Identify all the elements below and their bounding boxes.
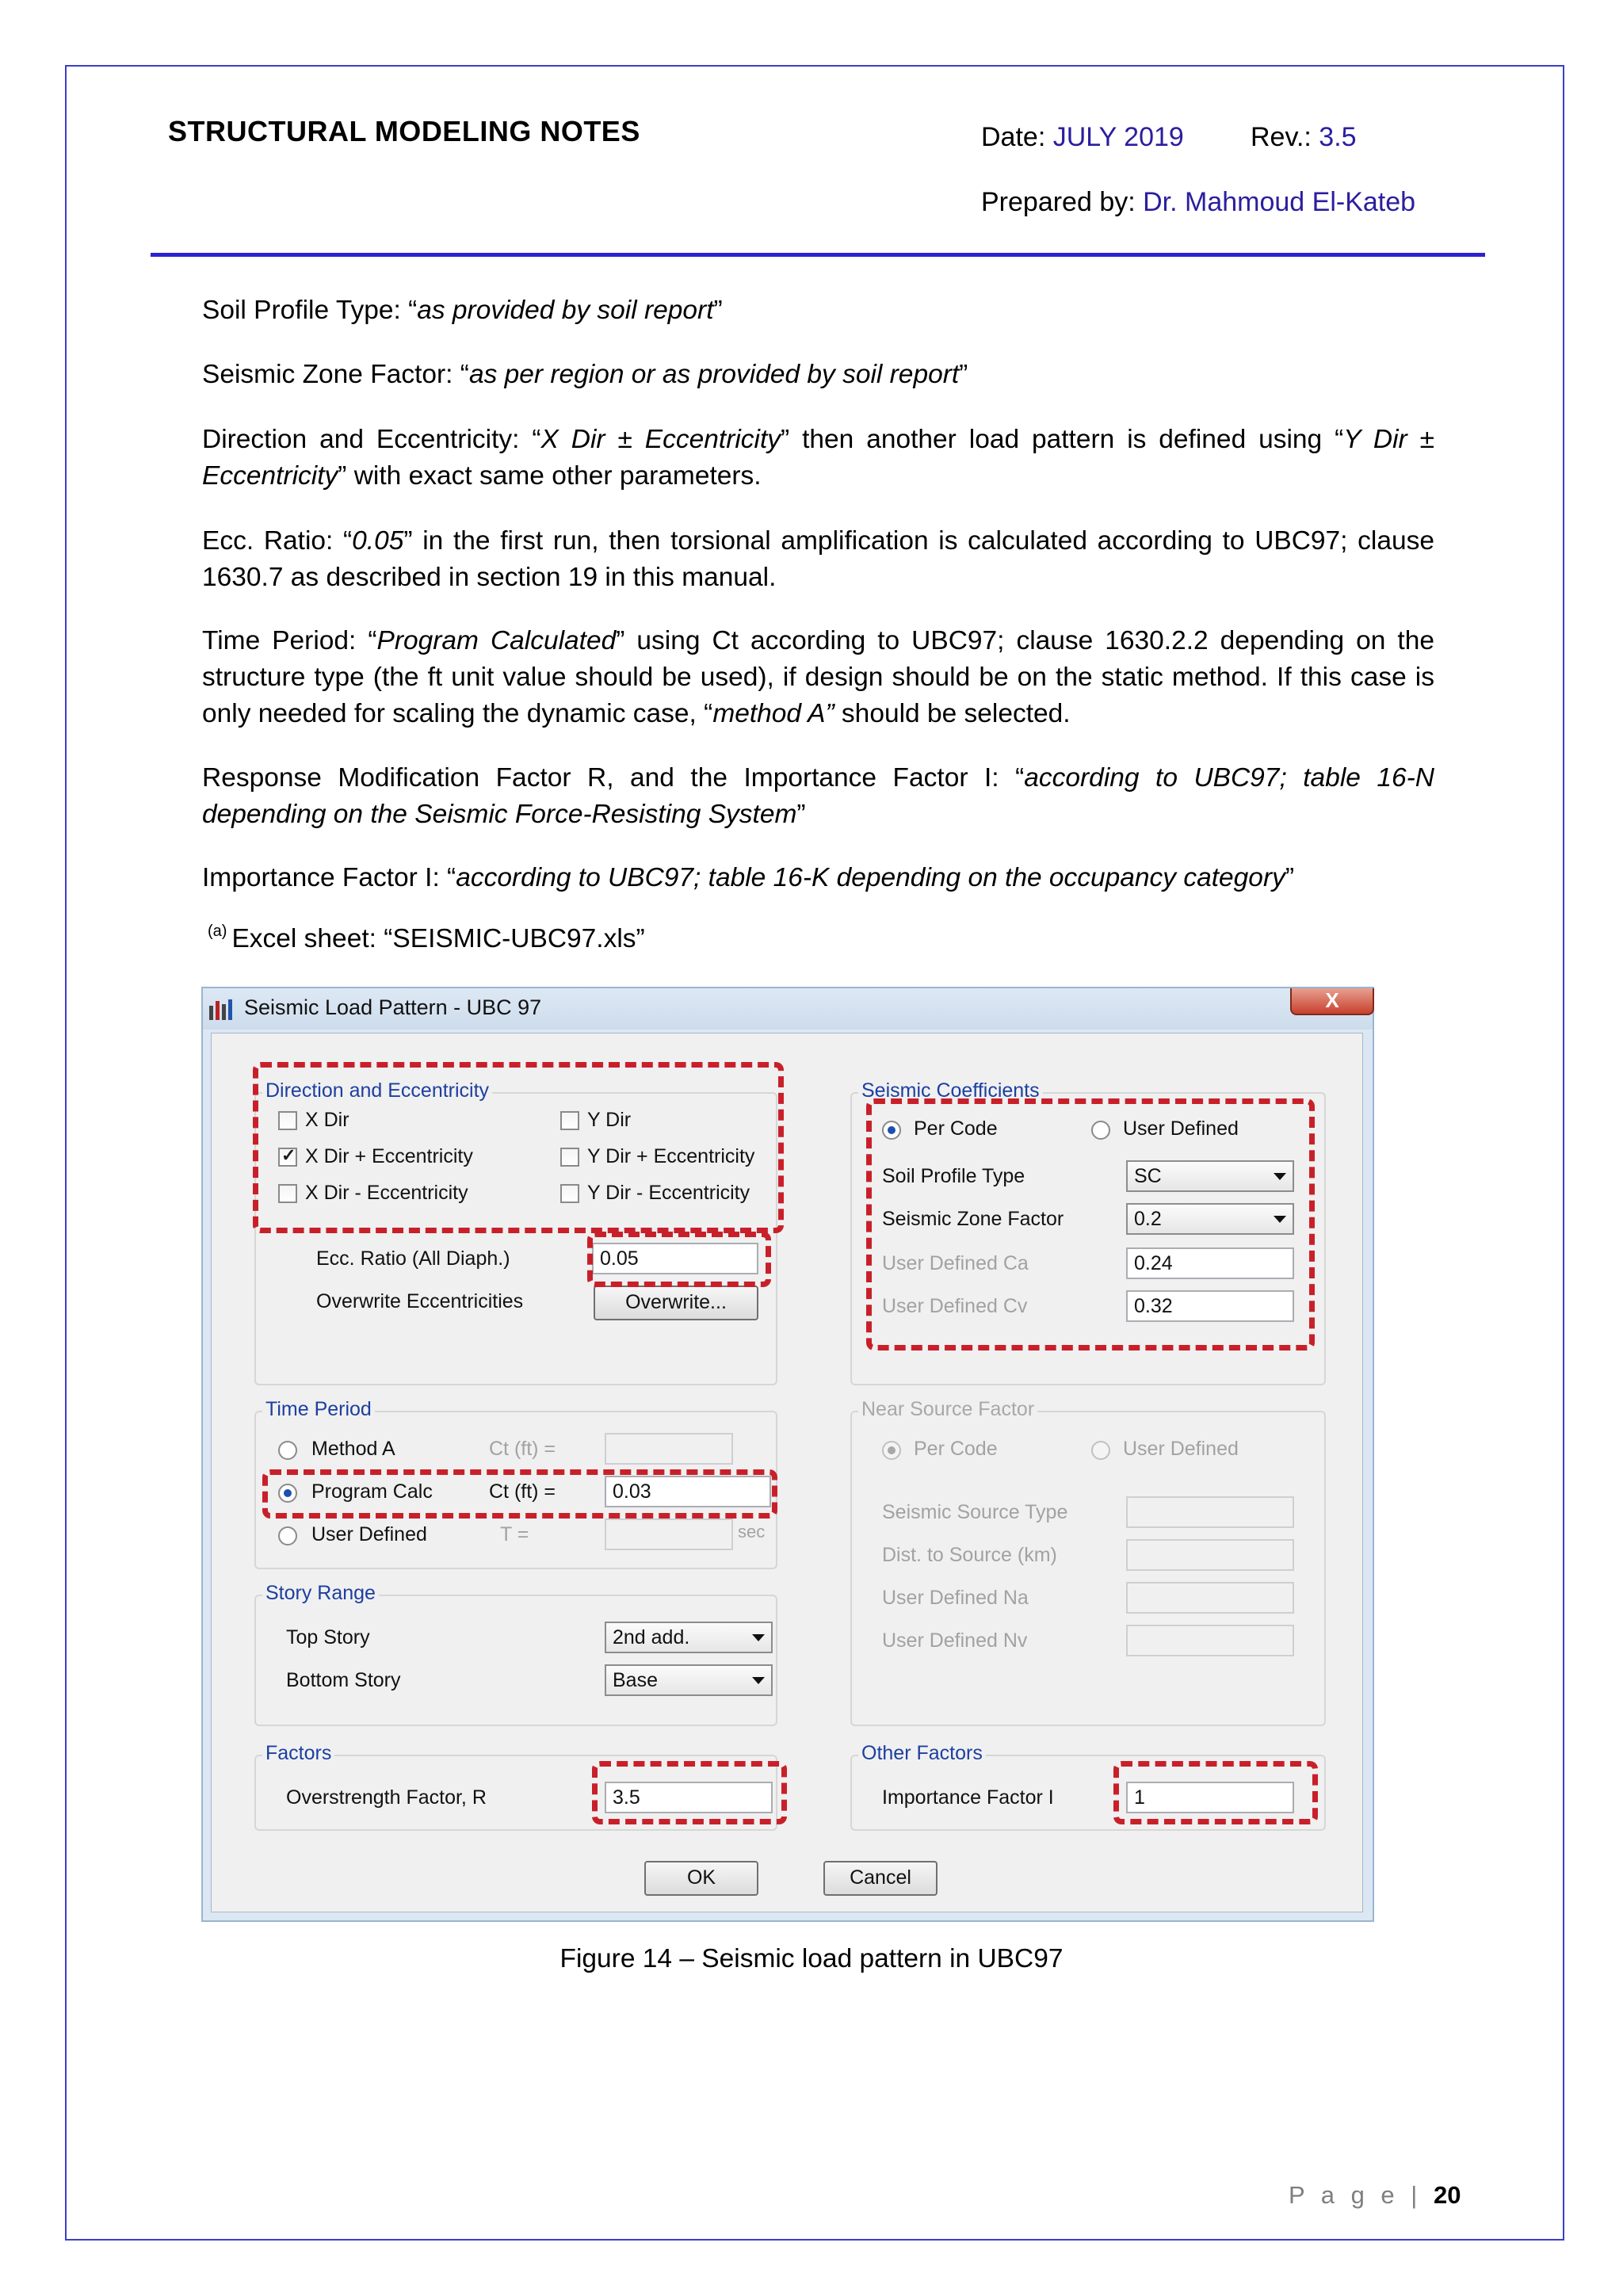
- x-dir-minus-ecc-label: X Dir - Eccentricity: [305, 1182, 468, 1204]
- paragraph-importance-factor: Importance Factor I: “according to UBC97; table 16-K depending on the occupancy category”: [202, 863, 1295, 892]
- date-value: JULY 2019: [1052, 122, 1184, 152]
- dist-to-source-label: Dist. to Source (km): [882, 1544, 1057, 1566]
- revision-value: 3.5: [1319, 122, 1357, 152]
- near-per-code-radio: [882, 1441, 901, 1460]
- seismic-zone-factor-select[interactable]: 0.2: [1126, 1203, 1294, 1235]
- user-defined-na-input: [1126, 1582, 1294, 1614]
- method-a-label: Method A: [311, 1438, 395, 1460]
- x-dir-label: X Dir: [305, 1109, 349, 1131]
- app-icon: [208, 998, 236, 1022]
- bottom-story-label: Bottom Story: [286, 1669, 401, 1691]
- seismic-load-pattern-dialog: [201, 987, 1374, 1922]
- program-calc-label: Program Calc: [311, 1480, 433, 1503]
- ecc-ratio-highlight: [587, 1232, 771, 1287]
- ecc-ratio-input[interactable]: 0.05: [592, 1243, 758, 1274]
- direction-group-label: Direction and Eccentricity: [262, 1079, 492, 1102]
- dialog-titlebar: [203, 988, 1373, 1030]
- header-revision: Rev.: 3.5: [1251, 122, 1357, 152]
- user-defined-cv-label: User Defined Cv: [882, 1295, 1028, 1317]
- overstrength-factor-input[interactable]: 3.5: [605, 1782, 773, 1813]
- user-defined-na-label: User Defined Na: [882, 1587, 1029, 1609]
- method-a-ct-label: Ct (ft) =: [489, 1438, 556, 1460]
- near-source-label: Near Source Factor: [858, 1398, 1037, 1421]
- header-date: Date: JULY 2019: [981, 122, 1184, 152]
- overstrength-highlight: [592, 1761, 787, 1824]
- bottom-story-select[interactable]: Base: [605, 1664, 773, 1696]
- overstrength-factor-label: Overstrength Factor, R: [286, 1786, 487, 1809]
- paragraph-direction: Direction and Eccentricity: “X Dir ± Eccentricity” then another load pattern is defined using “Y Dir ± Eccentricity” with exact same other parameters.: [202, 425, 1434, 491]
- ecc-ratio-label: Ecc. Ratio (All Diaph.): [316, 1247, 510, 1270]
- soil-profile-type-select[interactable]: SC: [1126, 1160, 1294, 1192]
- time-period-label: Time Period: [262, 1398, 375, 1421]
- story-range-group: [254, 1595, 777, 1726]
- author-name: Dr. Mahmoud El-Kateb: [1143, 187, 1416, 217]
- coeff-user-defined-label: User Defined: [1123, 1117, 1239, 1140]
- top-story-select[interactable]: 2nd add.: [605, 1622, 773, 1653]
- method-a-ct-input: [605, 1433, 733, 1465]
- top-story-label: Top Story: [286, 1626, 370, 1648]
- time-user-defined-radio[interactable]: [278, 1526, 297, 1545]
- header-divider: [151, 253, 1485, 257]
- sec-label: sec: [738, 1522, 766, 1541]
- user-defined-ca-label: User Defined Ca: [882, 1252, 1029, 1274]
- seismic-coefficients-label: Seismic Coefficients: [858, 1079, 1043, 1102]
- soil-profile-type-label: Soil Profile Type: [882, 1165, 1025, 1187]
- program-calc-highlight: [262, 1469, 777, 1519]
- paragraph-response-modification: Response Modification Factor R, and the Importance Factor I: “according to UBC97; table 16-N depending on the Seismic Force-Resisting System”: [202, 763, 1434, 829]
- chevron-down-icon: [752, 1634, 765, 1641]
- excel-sheet-reference: $^{(a)}$ Excel sheet: “SEISMIC-UBC97.xls”: [208, 923, 645, 953]
- factors-label: Factors: [262, 1742, 334, 1765]
- t-label: T =: [500, 1523, 529, 1545]
- paragraph-ecc-ratio: Ecc. Ratio: “0.05” in the first run, then torsional amplification is calculated according to UBC97; clause 1630.7 as described in section 19 in this manual.: [202, 526, 1434, 592]
- near-user-defined-label: User Defined: [1123, 1438, 1239, 1460]
- document-title: STRUCTURAL MODELING NOTES: [168, 115, 640, 147]
- x-dir-plus-ecc-label: X Dir + Eccentricity: [305, 1145, 473, 1167]
- header-prepared-by: Prepared by: Dr. Mahmoud El-Kateb: [981, 187, 1416, 217]
- user-defined-nv-input: [1126, 1625, 1294, 1656]
- program-calc-ct-label: Ct (ft) =: [489, 1480, 556, 1503]
- dialog-client-area: [211, 1033, 1363, 1912]
- time-user-defined-label: User Defined: [311, 1523, 427, 1545]
- page-number: P a g e | 20: [1289, 2181, 1461, 2209]
- seismic-coefficients-highlight: [866, 1098, 1315, 1350]
- figure-caption: Figure 14 – Seismic load pattern in UBC97: [559, 1944, 1064, 1973]
- direction-highlight: [253, 1062, 784, 1233]
- overwrite-eccentricities-label: Overwrite Eccentricities: [316, 1290, 524, 1312]
- dist-to-source-input: [1126, 1539, 1294, 1571]
- importance-factor-label: Importance Factor I: [882, 1786, 1054, 1809]
- ok-button[interactable]: OK: [644, 1861, 758, 1896]
- y-dir-label: Y Dir: [587, 1109, 632, 1131]
- story-range-label: Story Range: [262, 1582, 379, 1605]
- near-per-code-label: Per Code: [914, 1438, 998, 1460]
- y-dir-plus-ecc-label: Y Dir + Eccentricity: [587, 1145, 755, 1167]
- close-button[interactable]: X: [1290, 988, 1374, 1015]
- seismic-zone-factor-label: Seismic Zone Factor: [882, 1208, 1064, 1230]
- importance-factor-input[interactable]: 1: [1126, 1782, 1294, 1813]
- y-dir-minus-ecc-label: Y Dir - Eccentricity: [587, 1182, 750, 1204]
- importance-highlight: [1113, 1761, 1318, 1824]
- other-factors-label: Other Factors: [858, 1742, 986, 1765]
- method-a-radio[interactable]: [278, 1441, 297, 1460]
- ct-input[interactable]: 0.03: [605, 1476, 771, 1507]
- t-input: [605, 1519, 733, 1550]
- paragraph-zone-factor: Seismic Zone Factor: “as per region or as provided by soil report”: [202, 360, 968, 389]
- paragraph-soil-profile: Soil Profile Type: “as provided by soil report”: [202, 296, 723, 325]
- user-defined-ca-input[interactable]: 0.24: [1126, 1247, 1294, 1279]
- chevron-down-icon: [752, 1677, 765, 1684]
- user-defined-cv-input[interactable]: 0.32: [1126, 1290, 1294, 1322]
- dialog-title: Seismic Load Pattern - UBC 97: [244, 995, 542, 1019]
- overwrite-button[interactable]: Overwrite...: [594, 1286, 758, 1320]
- seismic-source-type-label: Seismic Source Type: [882, 1501, 1068, 1523]
- coeff-per-code-label: Per Code: [914, 1117, 998, 1140]
- paragraph-time-period: Time Period: “Program Calculated” using Ct according to UBC97; clause 1630.2.2 depending on the structure type (the ft unit value should be used), if design should be on the static method. If this case is only needed for scaling the dynamic case, “method A” should be selected.: [202, 626, 1434, 728]
- near-user-defined-radio: [1091, 1441, 1110, 1460]
- user-defined-nv-label: User Defined Nv: [882, 1629, 1028, 1652]
- seismic-source-type-input: [1126, 1496, 1294, 1528]
- cancel-button[interactable]: Cancel: [823, 1861, 938, 1896]
